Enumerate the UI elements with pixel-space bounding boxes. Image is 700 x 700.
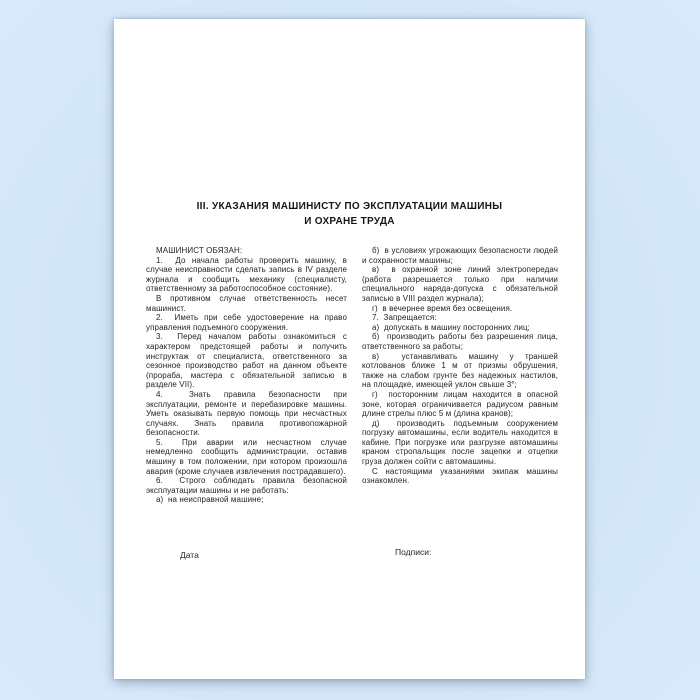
- paragraph: б) производить работы без разрешения лица, ответственного за работы;: [362, 332, 558, 351]
- paragraph: 5. При аварии или несчастном случае немедленно сообщить администрации, оставив машину в том положении, при котором произошла авария (кроме случаев извлечения пострадавшего).: [146, 437, 347, 476]
- left-text-column: [146, 246, 347, 505]
- paragraph: МАШИНИСТ ОБЯЗАН:: [156, 246, 243, 255]
- paragraph: В противном случае ответственность несет машинист.: [146, 293, 347, 313]
- document-title-line1: III. УКАЗАНИЯ МАШИНИСТУ ПО ЭКСПЛУАТАЦИИ МАШИНЫ: [196, 201, 503, 212]
- paragraph: 2. Иметь при себе удостоверение на право управления подъемного сооружения.: [146, 313, 347, 332]
- document-title: [114, 200, 585, 229]
- paragraph: г) посторонним лицам находится в опасной зоне, которая ограничивается радиусом равным длине стрелы плюс 5 м (длина кранов);: [362, 389, 558, 419]
- paragraph: 6. Строго соблюдать правила безопасной эксплуатации машины и не работать:: [146, 476, 347, 495]
- paragraph: а) допускать в машину посторонних лиц;: [372, 322, 530, 332]
- paragraph: 7. Запрещается:: [372, 313, 437, 323]
- paragraph: а) на неисправной машине;: [156, 495, 264, 505]
- paragraph: 4. Знать правила безопасности при эксплуатации, ремонте и перебазировке машины. Уметь оказывать первую помощь при несчастных случаях. Знать правила противопожарной безопасности.: [146, 389, 347, 438]
- date-label: Дата: [180, 550, 199, 560]
- paragraph: г) в вечернее время без освещения.: [372, 303, 513, 313]
- document-page: [114, 19, 585, 679]
- paragraph: в) устанавливать машину у траншей котлованов ближе 1 м от призмы обрушения, также на слабом грунте без надежных настилов, на площадке, имеющей уклон свыше 3°;: [362, 351, 558, 390]
- signatures-label: Подписи:: [395, 547, 432, 557]
- paragraph: б) в условиях угрожающих безопасности людей и сохранности машины;: [362, 246, 558, 265]
- paragraph: 1. До начала работы проверить машину, в случае неисправности сделать запись в IV разделе журнала и сообщить механику (специалисту, ответственному за работоспособное состояние).: [146, 255, 347, 294]
- paragraph: 3. Перед началом работы ознакомиться с характером предстоящей работы и получить инструктаж от специалиста, ответственного за сезонное производство работ на данном объекте (прораба, мастера с обязательной записью в разделе VII).: [146, 332, 347, 390]
- paragraph: С настоящими указаниями экипаж машины ознакомлен.: [362, 466, 558, 486]
- document-title-line2: И ОХРАНЕ ТРУДА: [304, 215, 395, 227]
- document-body: [146, 246, 558, 505]
- paragraph: в) в охранной зоне линий электропередач (работа разрешается только при наличии специального наряда-допуска с обязательной записью в VIII раздел журнала);: [362, 265, 558, 303]
- paragraph: д) производить подъемным сооружением погрузку автомашины, если водитель находится в кабине. При погрузке или разгрузке автомашины краном стропальщик после зацепки и отцепки груза должен сойти с автомашины.: [362, 418, 558, 467]
- right-text-column: [362, 246, 558, 505]
